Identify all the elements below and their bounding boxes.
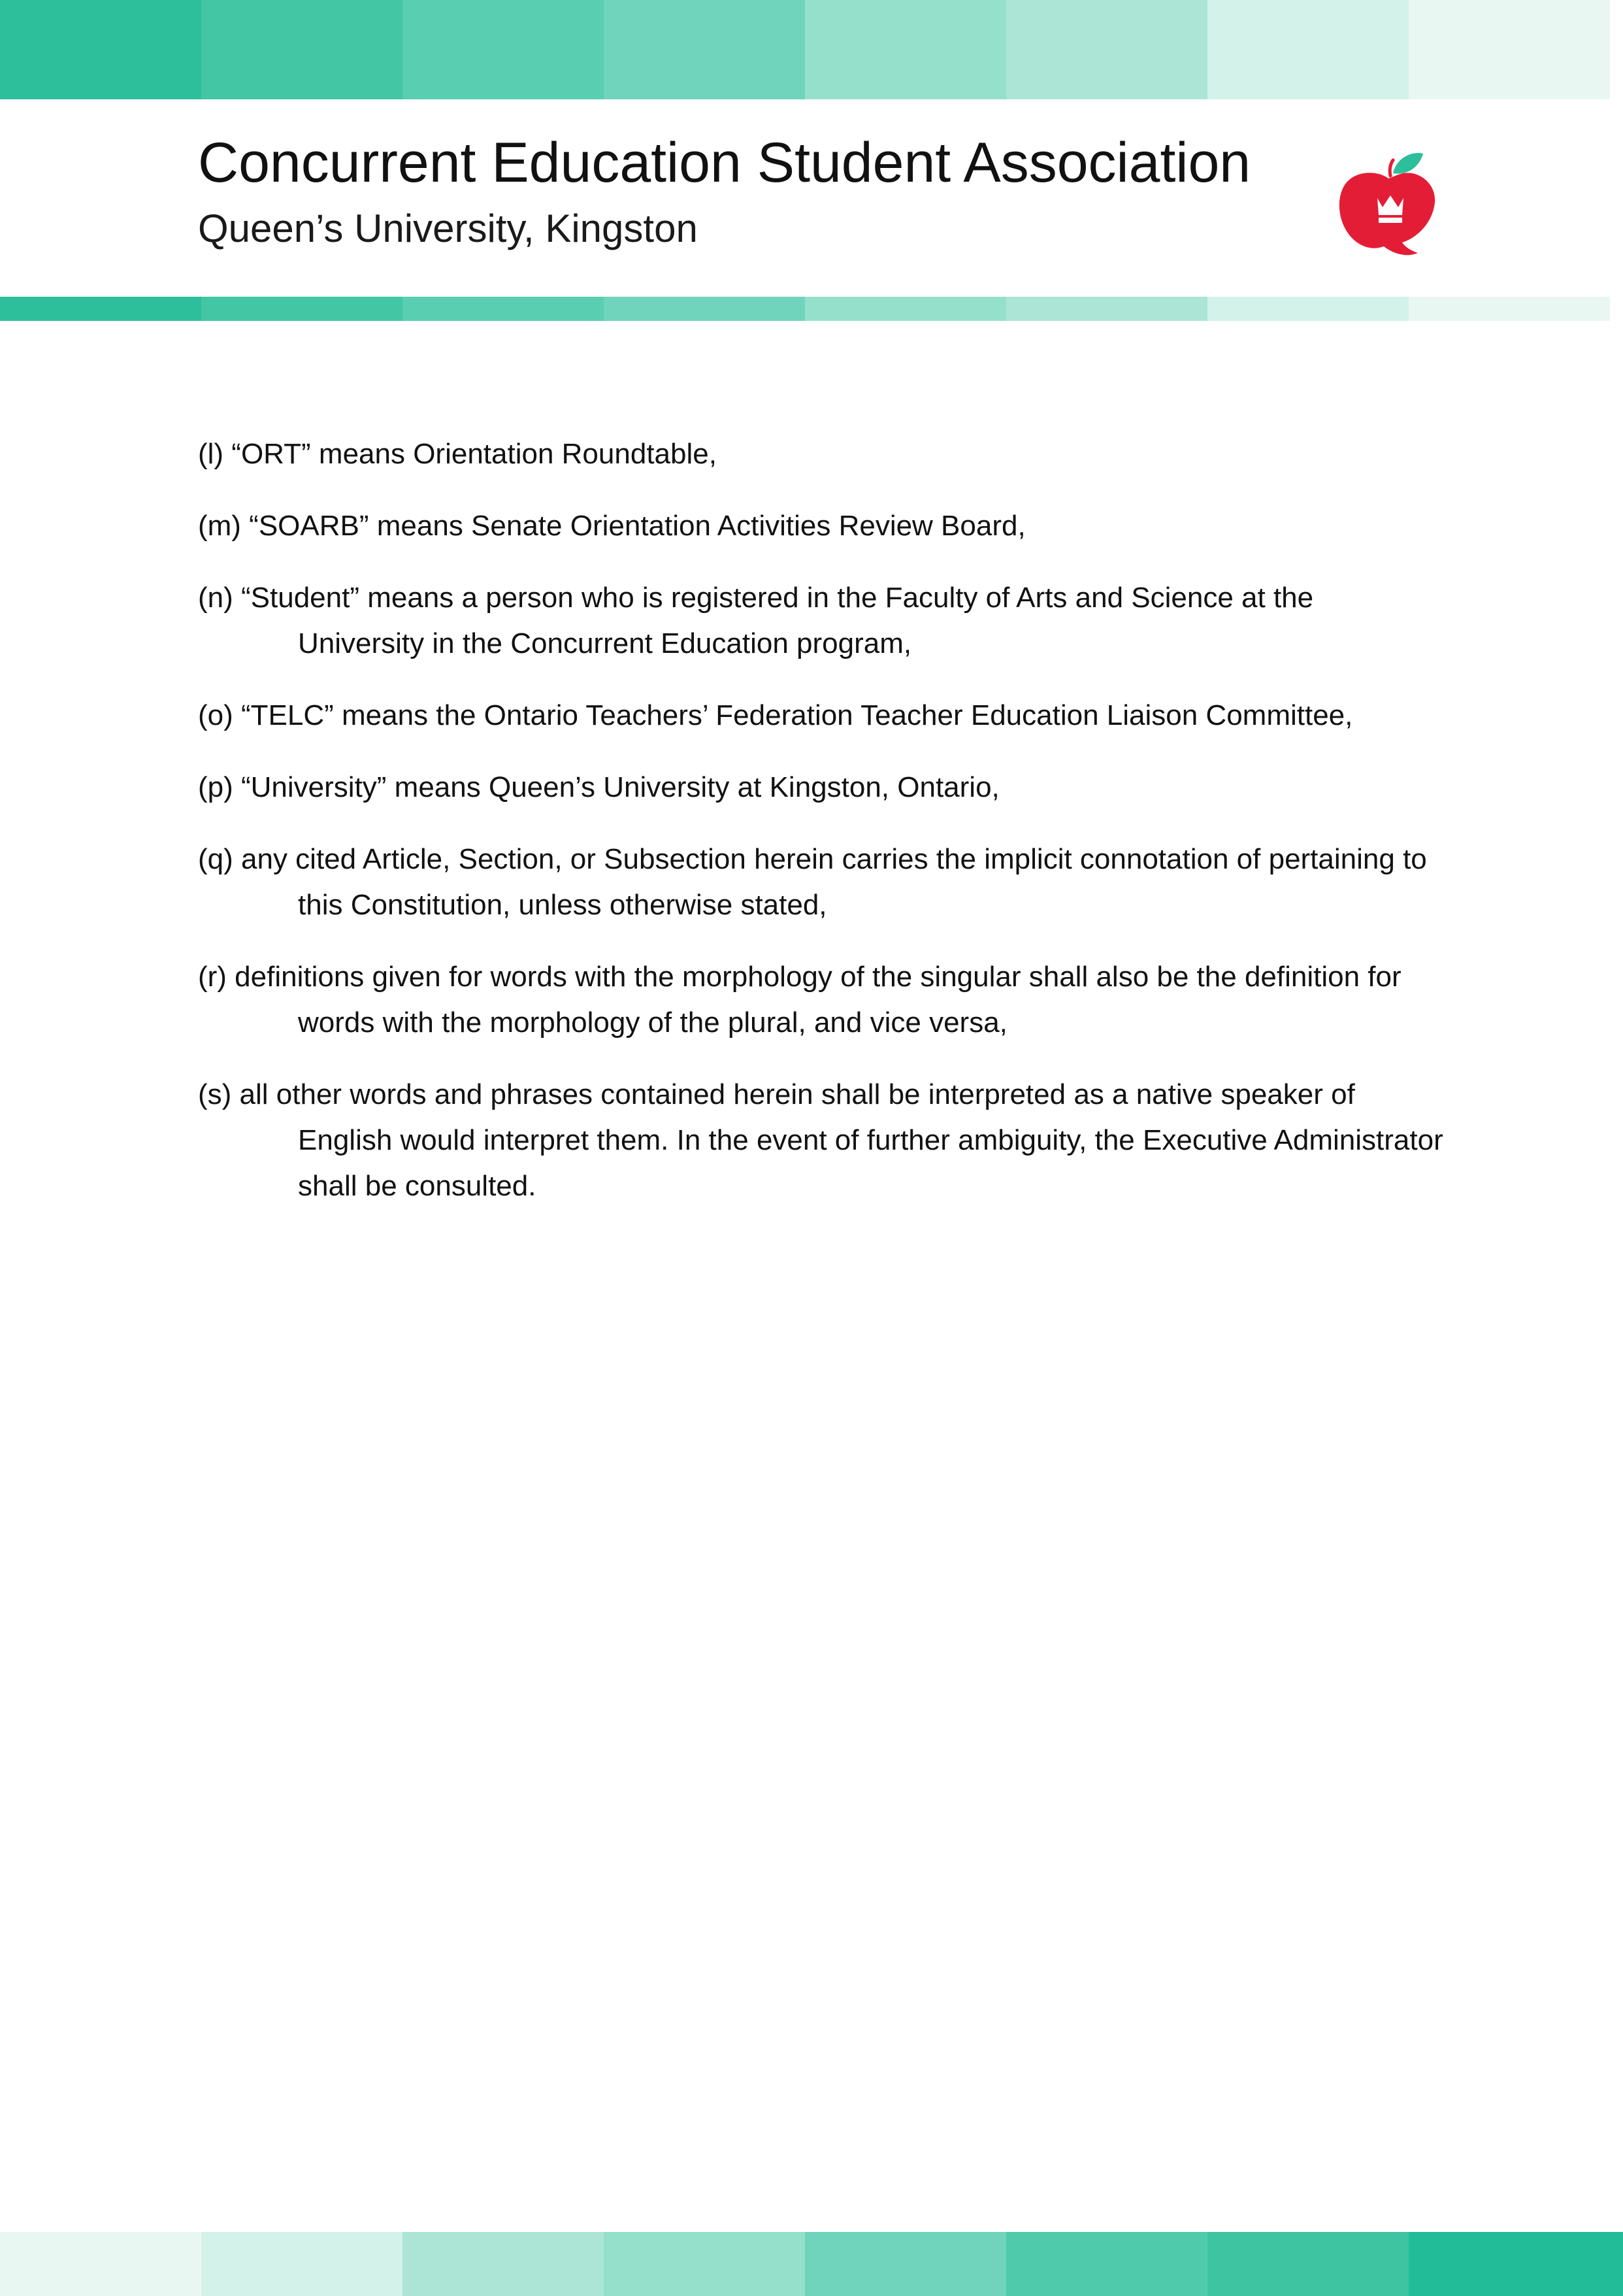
band-segment bbox=[1409, 2232, 1610, 2296]
definition-item: (l) “ORT” means Orientation Roundtable, bbox=[198, 438, 717, 470]
band-segment bbox=[1409, 297, 1610, 321]
band-segment bbox=[0, 0, 201, 99]
band-segment bbox=[201, 0, 402, 99]
header-divider-band bbox=[0, 297, 1610, 321]
band-segment bbox=[1006, 2232, 1207, 2296]
band-segment bbox=[805, 0, 1006, 99]
band-segment bbox=[402, 2232, 604, 2296]
apple-crown-logo-icon bbox=[1333, 147, 1444, 258]
band-segment bbox=[402, 297, 604, 321]
band-segment bbox=[604, 2232, 805, 2296]
definition-item: (q) any cited Article, Section, or Subsection herein carries the implicit connotation of pertaining to this Constitution, unless otherwise stated, bbox=[198, 843, 1427, 921]
band-segment bbox=[604, 0, 805, 99]
organization-title: Concurrent Education Student Association bbox=[198, 131, 1251, 194]
band-segment bbox=[0, 297, 201, 321]
band-segment bbox=[201, 297, 402, 321]
definition-item: (s) all other words and phrases contained herein shall be interpreted as a native speaker of English would interpret them. In the event of further ambiguity, the Executive Administrator shall be consulted. bbox=[198, 1078, 1443, 1202]
band-segment bbox=[0, 2232, 201, 2296]
band-segment bbox=[805, 297, 1006, 321]
band-segment bbox=[402, 0, 604, 99]
band-segment bbox=[1207, 2232, 1409, 2296]
bottom-color-band bbox=[0, 2232, 1610, 2296]
band-segment bbox=[1207, 0, 1409, 99]
definition-item: (r) definitions given for words with the morphology of the singular shall also be the definition for words with the morphology of the plural, and vice versa, bbox=[198, 961, 1402, 1039]
band-segment bbox=[1207, 297, 1409, 321]
logo-leaf bbox=[1393, 153, 1423, 174]
definitions-list bbox=[198, 431, 1446, 1235]
definition-item: (m) “SOARB” means Senate Orientation Activities Review Board, bbox=[198, 510, 1026, 542]
definition-item: (p) “University” means Queen’s University at Kingston, Ontario, bbox=[198, 771, 1000, 803]
logo-stem bbox=[1390, 160, 1393, 176]
definition-item: (o) “TELC” means the Ontario Teachers’ Federation Teacher Education Liaison Committee, bbox=[198, 699, 1353, 731]
organization-subtitle: Queen’s University, Kingston bbox=[198, 207, 698, 250]
band-segment bbox=[805, 2232, 1006, 2296]
band-segment bbox=[604, 297, 805, 321]
band-segment bbox=[201, 2232, 402, 2296]
band-segment bbox=[1006, 0, 1207, 99]
bottom-band-end bbox=[1610, 2232, 1623, 2296]
band-segment bbox=[1409, 0, 1610, 99]
band-segment bbox=[1006, 297, 1207, 321]
definition-item: (n) “Student” means a person who is registered in the Faculty of Arts and Science at the University in the Concurrent Education program, bbox=[198, 582, 1314, 659]
top-color-band bbox=[0, 0, 1610, 99]
